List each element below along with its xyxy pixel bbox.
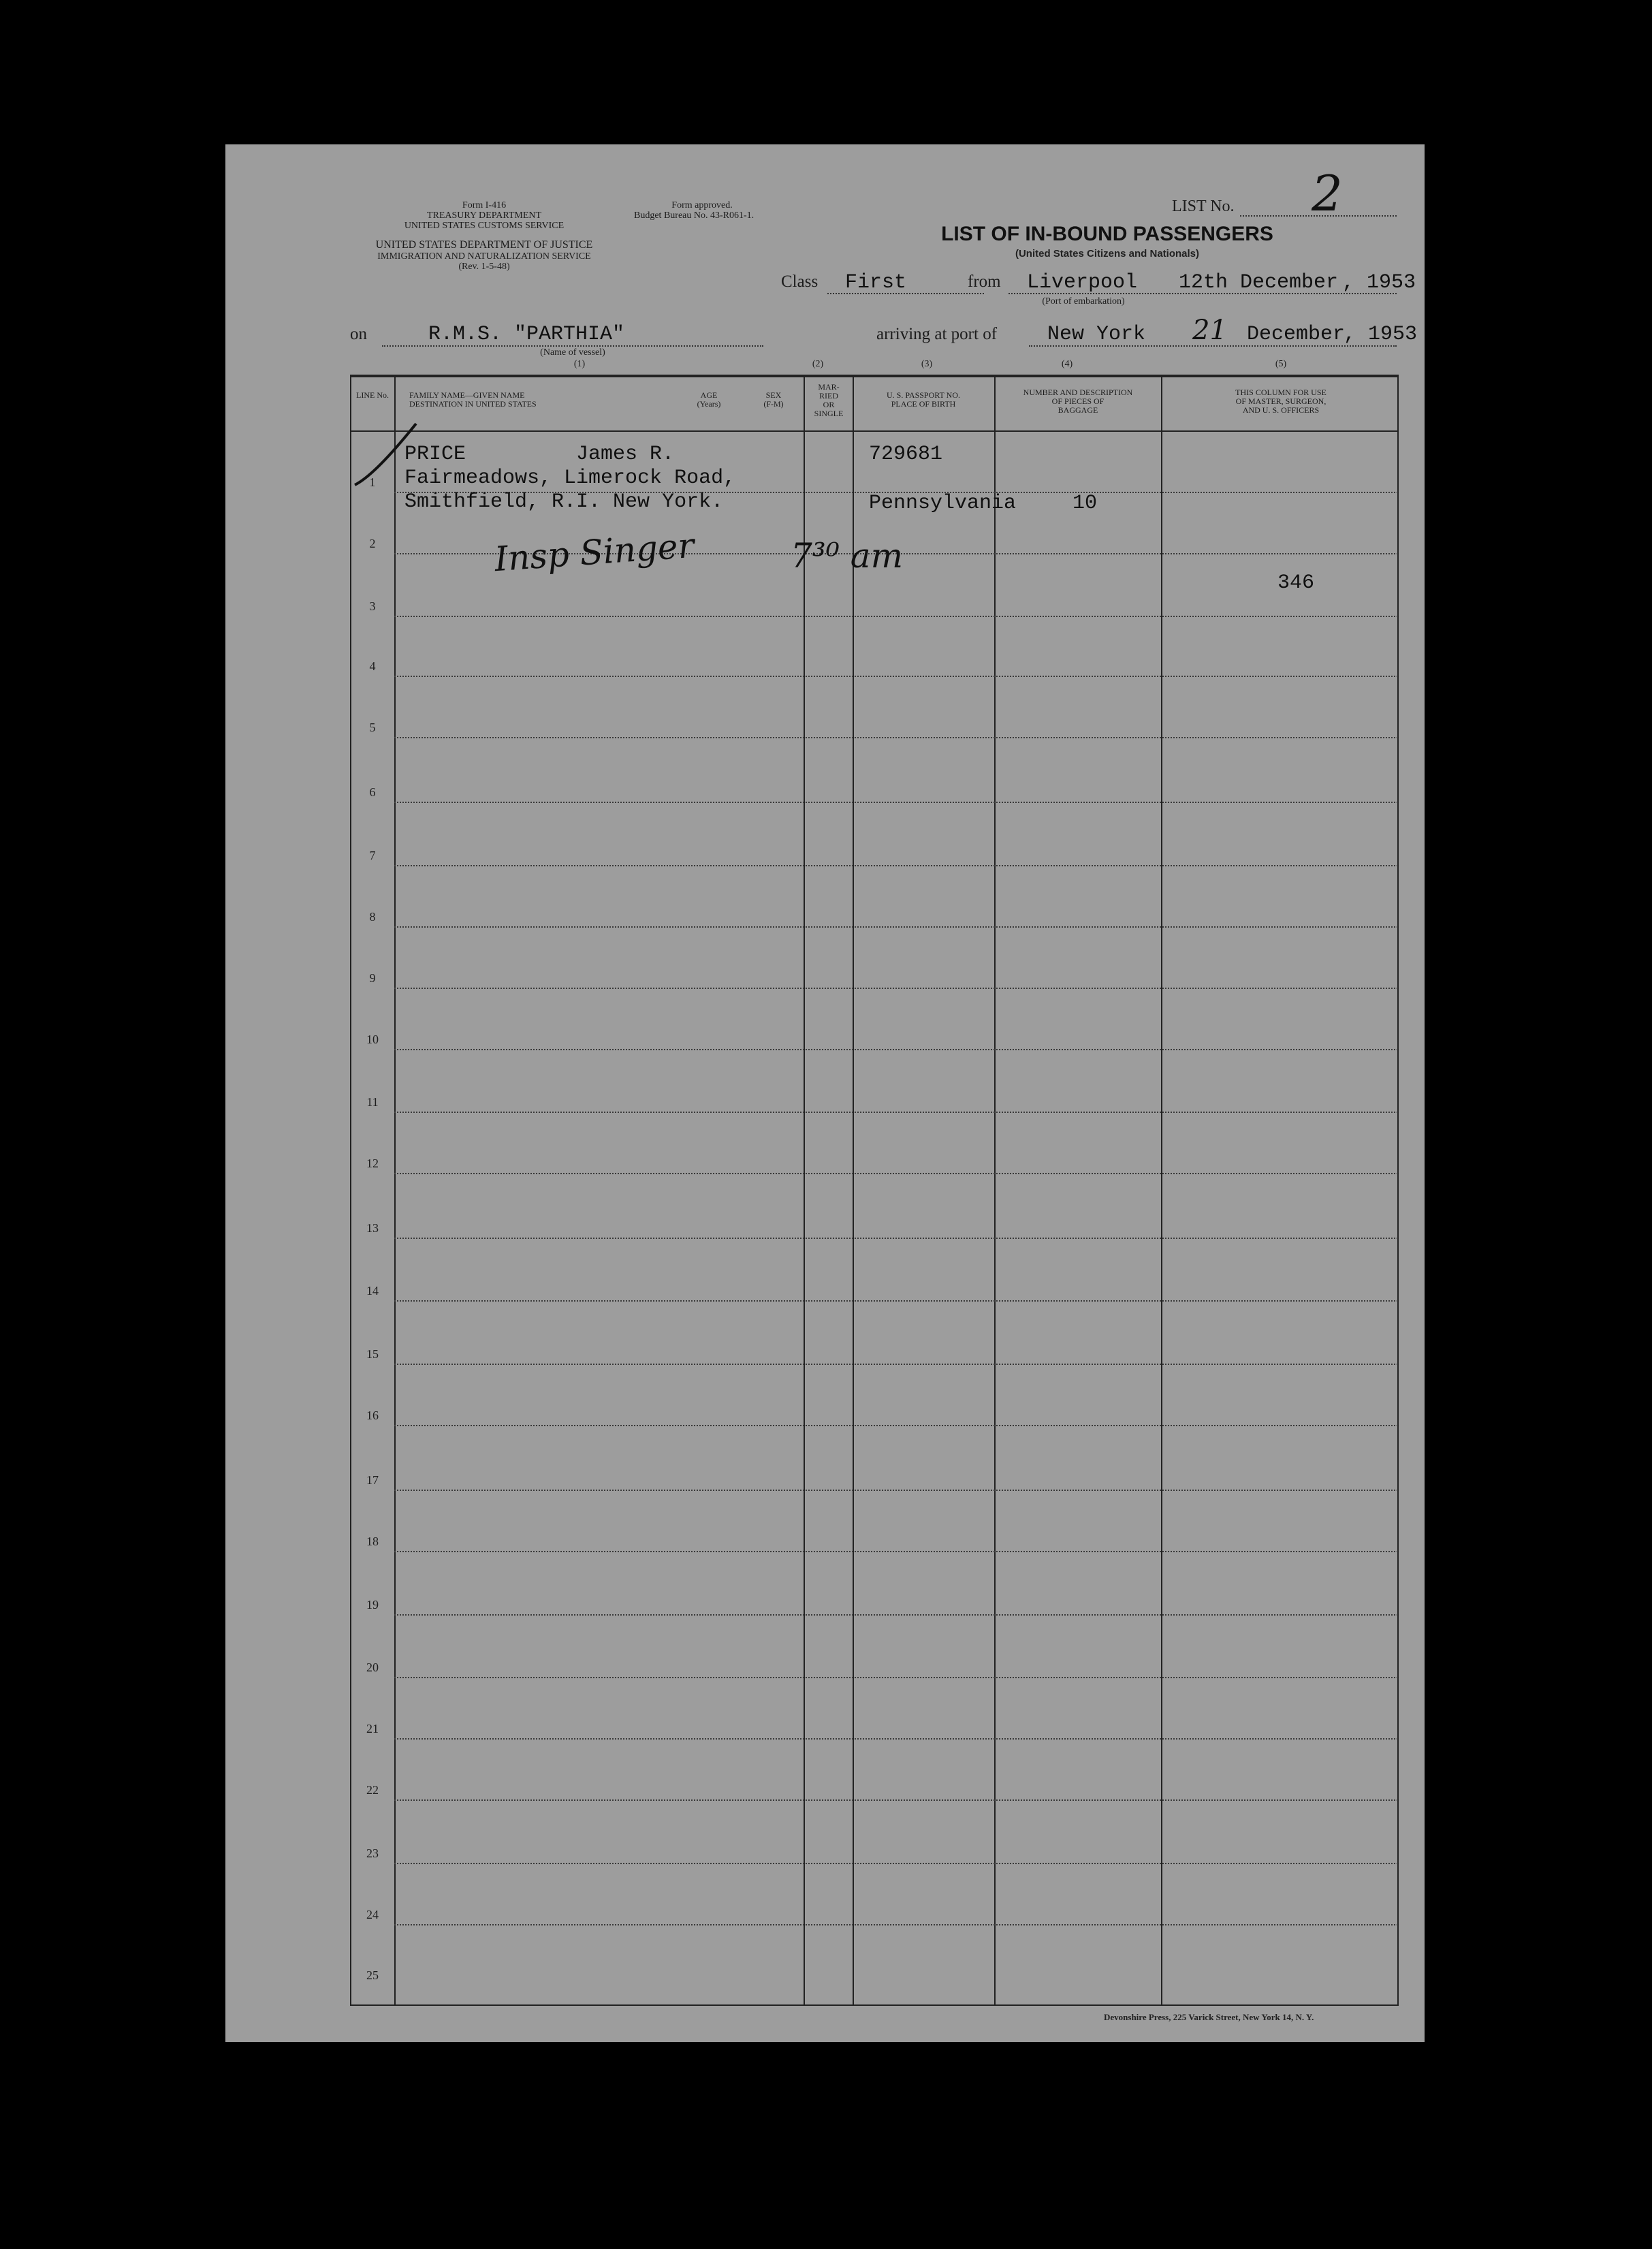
port-caption: (Port of embarkation): [1042, 296, 1125, 306]
row-separator: [394, 1238, 1398, 1239]
column-number-4: (4): [1061, 359, 1073, 369]
class-value: First: [845, 271, 907, 294]
table-header-rule: [350, 430, 1399, 432]
row-separator: [394, 802, 1398, 803]
table-header-rule-top: [350, 375, 1399, 376]
column-number-3: (3): [921, 359, 933, 369]
treasury-department: TREASURY DEPARTMENT: [426, 210, 542, 221]
row-number: 14: [366, 1284, 379, 1298]
row-separator: [394, 1112, 1398, 1113]
class-underline: [827, 293, 984, 294]
header-officers: THIS COLUMN FOR USE OF MASTER, SURGEON, AND U. S. OFFICERS: [1235, 388, 1327, 415]
column-number-2: (2): [812, 359, 824, 369]
page-title: LIST OF IN-BOUND PASSENGERS: [941, 223, 1273, 245]
department-of-justice: UNITED STATES DEPARTMENT OF JUSTICE: [375, 239, 593, 251]
row-separator: [394, 1551, 1398, 1552]
from-underline: [1008, 293, 1397, 294]
row-number: 19: [366, 1598, 379, 1611]
col-divider-line-no: [394, 376, 396, 2006]
col-divider-passport: [853, 376, 854, 2006]
row-number: 18: [366, 1535, 379, 1548]
row-separator: [394, 1799, 1398, 1801]
form-sheet: [225, 144, 1425, 2042]
row-separator: [394, 1490, 1398, 1491]
officer-number: 346: [1277, 571, 1315, 595]
row-separator: [394, 1614, 1398, 1616]
revision: (Rev. 1-5-48): [458, 262, 510, 272]
ins-service: IMMIGRATION AND NATURALIZATION SERVICE: [377, 251, 591, 262]
row-separator: [394, 1863, 1398, 1864]
vessel-underline: [382, 345, 763, 347]
arrival-day: 21: [1192, 315, 1227, 346]
handwritten-time: 7³⁰ am: [791, 536, 904, 576]
vessel-name: R.M.S. "PARTHIA": [428, 323, 625, 346]
on-label: on: [350, 325, 367, 343]
row-number: 8: [369, 910, 376, 924]
row-number: 16: [366, 1409, 379, 1422]
column-number-5: (5): [1275, 359, 1287, 369]
row-number: 22: [366, 1783, 379, 1797]
row-number: 1: [369, 475, 376, 489]
list-no-value: 2: [1312, 165, 1343, 222]
row-number: 17: [366, 1473, 379, 1487]
row-separator: [394, 1425, 1398, 1426]
header-age: AGE (Years): [697, 390, 721, 409]
row-number: 10: [366, 1033, 379, 1046]
departure-date: 12th December: [1179, 271, 1339, 294]
list-no-label: LIST No.: [1172, 198, 1235, 215]
header-sex: SEX (F-M): [763, 390, 784, 409]
row-separator: [394, 988, 1398, 989]
row-number: 20: [366, 1661, 379, 1674]
header-family-name: FAMILY NAME—GIVEN NAME DESTINATION IN UNITED STATES: [409, 390, 537, 409]
page-subtitle: (United States Citizens and Nationals): [1015, 248, 1200, 260]
entry-address-2: Smithfield, R.I. New York.: [404, 490, 724, 514]
row-number: 9: [369, 971, 376, 985]
row-number: 23: [366, 1846, 379, 1860]
printer-imprint: Devonshire Press, 225 Varick Street, New York 14, N. Y.: [1104, 2012, 1314, 2022]
row-number: 5: [369, 721, 376, 734]
from-value: Liverpool: [1027, 271, 1138, 294]
column-number-1: (1): [573, 359, 586, 369]
row-separator: [394, 1300, 1398, 1302]
header-married: MAR- RIED OR SINGLE: [814, 382, 844, 418]
row-number: 3: [369, 599, 376, 613]
row-number: 15: [366, 1347, 379, 1361]
row-number: 12: [366, 1157, 379, 1170]
row-number: 4: [369, 659, 376, 673]
customs-service: UNITED STATES CUSTOMS SERVICE: [404, 221, 565, 231]
list-no-underline: [1240, 215, 1397, 217]
col-divider-married: [804, 376, 805, 2006]
row-separator: [394, 616, 1398, 617]
header-line-no: LINE No.: [356, 390, 389, 400]
row-number: 2: [369, 537, 376, 550]
row-separator: [394, 1738, 1398, 1740]
arrival-date: December: [1247, 323, 1346, 346]
header-baggage: NUMBER AND DESCRIPTION OF PIECES OF BAGGAGE: [1023, 388, 1133, 415]
row-number: 7: [369, 849, 376, 862]
arrival-year: , 1953: [1344, 323, 1418, 346]
row-separator: [394, 1364, 1398, 1365]
departure-year: , 1953: [1342, 271, 1416, 294]
row-separator: [394, 1049, 1398, 1050]
row-number: 21: [366, 1722, 379, 1735]
row-separator: [394, 676, 1398, 677]
from-label: from: [968, 272, 1001, 291]
arrival-underline: [1029, 345, 1397, 347]
row-separator: [394, 737, 1398, 738]
entry-passport-no: 729681: [869, 443, 943, 466]
row-number: 11: [366, 1095, 379, 1109]
arrival-port: New York: [1047, 323, 1146, 346]
form-approved: Form approved.: [671, 200, 733, 210]
form-number: Form I-416: [462, 200, 507, 210]
row-number: 24: [366, 1908, 379, 1921]
entry-address-1: Fairmeadows, Limerock Road,: [404, 467, 736, 490]
arriving-label: arriving at port of: [876, 325, 998, 343]
vessel-caption: (Name of vessel): [540, 347, 605, 358]
entry-birthplace: Pennsylvania: [869, 492, 1017, 515]
entry-name: PRICE James R.: [404, 443, 675, 466]
table-frame: [350, 376, 1399, 2006]
header-passport: U. S. PASSPORT NO. PLACE OF BIRTH: [887, 390, 960, 409]
row-separator: [394, 1677, 1398, 1678]
entry-baggage: 10: [1073, 492, 1098, 515]
col-divider-officers: [1161, 376, 1162, 2006]
row-separator: [394, 926, 1398, 928]
row-separator: [394, 1173, 1398, 1174]
budget-bureau: Budget Bureau No. 43-R061-1.: [634, 210, 754, 221]
check-mark-icon: [348, 417, 423, 499]
class-label: Class: [781, 272, 819, 291]
handwritten-inspector: Insp Singer: [493, 525, 696, 580]
row-number: 25: [366, 1968, 379, 1982]
row-number: 6: [369, 785, 376, 799]
col-divider-baggage: [994, 376, 996, 2006]
row-separator: [394, 1924, 1398, 1925]
row-separator: [394, 865, 1398, 866]
row-number: 13: [366, 1221, 379, 1235]
